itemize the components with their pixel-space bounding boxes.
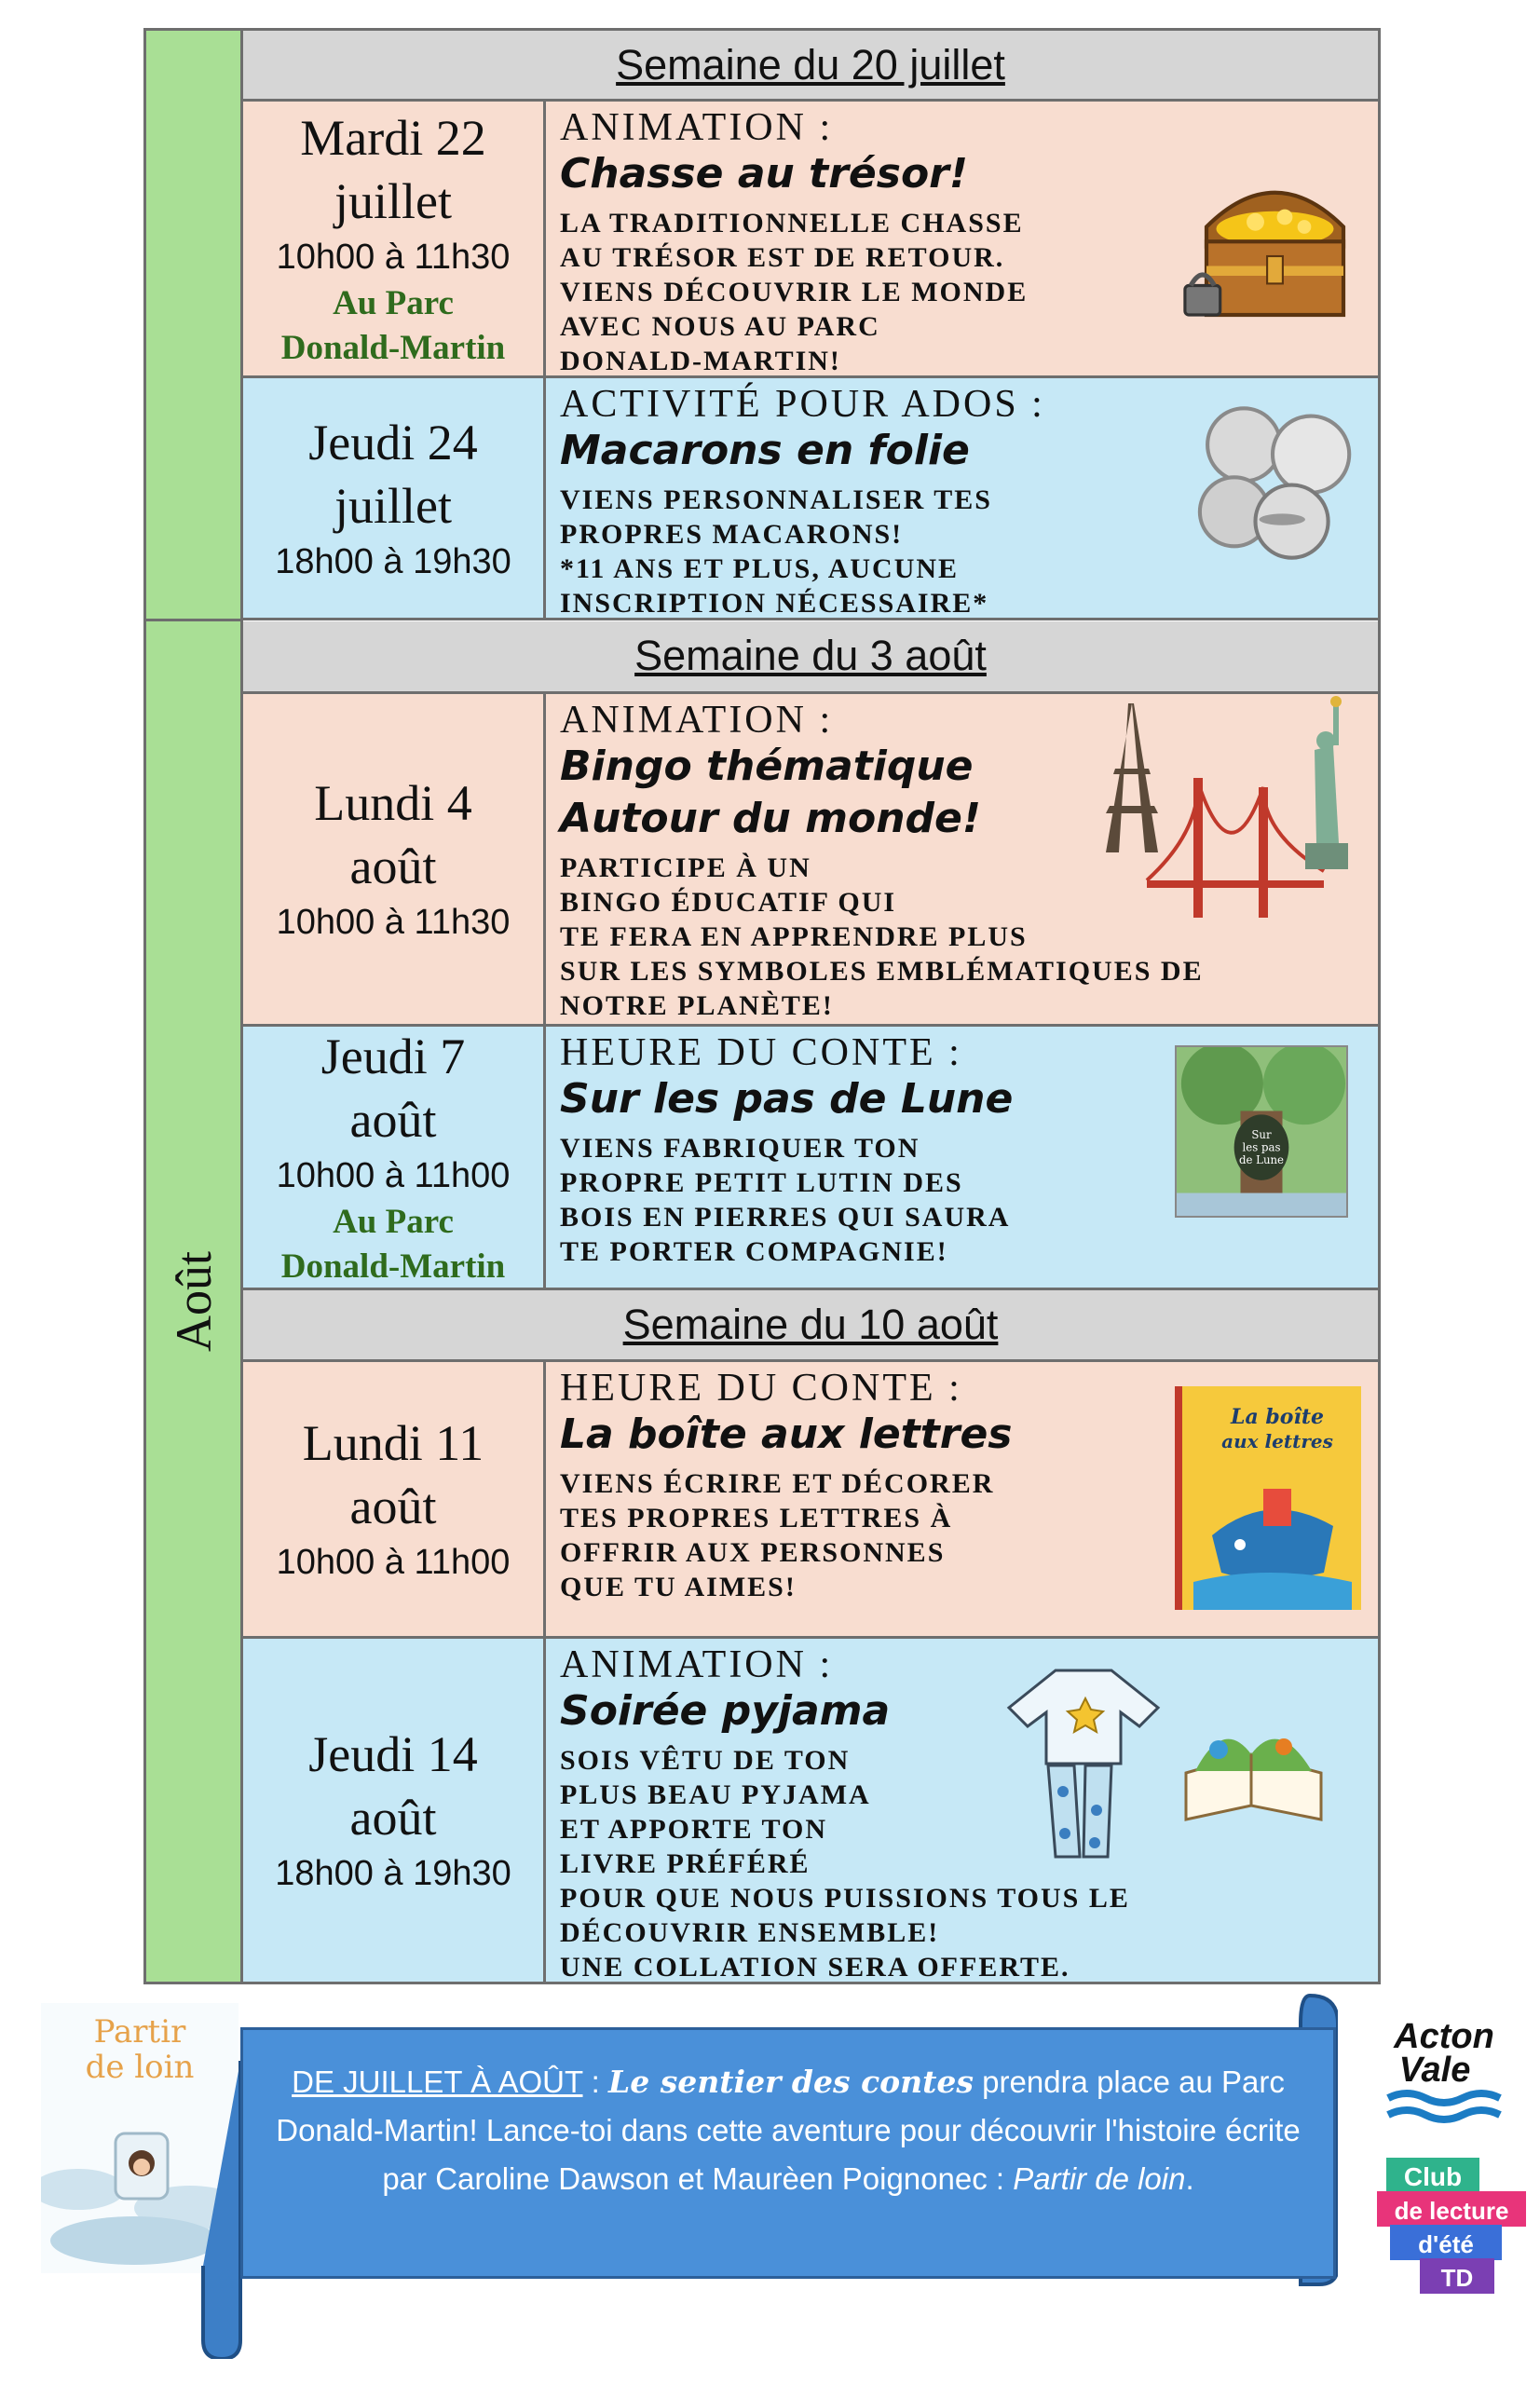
week-header: Semaine du 10 août — [243, 1290, 1378, 1362]
event-description: LA TRADITIONNELLE CHASSE AU TRÉSOR EST DE RETOUR. VIENS DÉCOUVRIR LE MONDE AVEC NOUS AU PARC DONALD-MARTIN! — [560, 208, 1029, 376]
event-month: août — [349, 1479, 437, 1534]
event-location: Au Parc — [333, 284, 454, 322]
event-day: Lundi 11 — [302, 1415, 484, 1471]
event-category: ANIMATION : — [560, 1643, 834, 1686]
event-location: Au Parc — [333, 1203, 454, 1241]
event-description: VIENS FABRIQUER TON PROPRE PETIT LUTIN DES BOIS EN PIERRES QUI SAURA TE PORTER COMPAGNIE! — [560, 1133, 1011, 1267]
month-label-august: Août — [165, 1251, 222, 1352]
event-row — [243, 378, 1378, 620]
banner-feature: Le sentier des contes — [608, 2064, 974, 2100]
event-category: ACTIVITÉ POUR ADOS : — [560, 383, 1045, 426]
schedule-table — [143, 28, 1381, 1984]
svg-text:aux lettres: aux lettres — [1221, 1430, 1333, 1452]
svg-text:Club: Club — [1403, 2162, 1463, 2191]
event-date-cell — [243, 378, 546, 618]
event-title: Sur les pas de Lune — [560, 1075, 1014, 1123]
event-location: Donald-Martin — [280, 1247, 506, 1286]
event-date-cell — [243, 1027, 546, 1288]
event-time: 18h00 à 19h30 — [275, 541, 511, 581]
month-column-august — [146, 621, 243, 1982]
event-time: 18h00 à 19h30 — [275, 1854, 511, 1893]
event-row — [243, 102, 1378, 378]
event-time: 10h00 à 11h00 — [276, 1156, 511, 1195]
book-title-line1: Partir — [93, 2013, 186, 2051]
event-date-cell — [243, 1639, 546, 1982]
event-time: 10h00 à 11h30 — [276, 903, 511, 942]
event-month: juillet — [334, 477, 452, 534]
event-day: Mardi 22 — [300, 110, 486, 166]
svg-text:de Lune: de Lune — [1238, 1153, 1285, 1167]
svg-text:La boîte: La boîte — [1231, 1405, 1324, 1429]
info-banner — [240, 2027, 1336, 2279]
event-row — [243, 694, 1378, 1027]
week-header: Semaine du 3 août — [243, 621, 1378, 694]
svg-text:Vale: Vale — [1398, 2051, 1471, 2090]
event-category: ANIMATION : — [560, 106, 834, 149]
event-title: Autour du monde! — [560, 795, 981, 842]
svg-text:TD: TD — [1440, 2264, 1474, 2292]
event-date-cell — [243, 102, 546, 375]
event-category: ANIMATION : — [560, 699, 834, 742]
svg-text:d'été: d'été — [1418, 2230, 1474, 2258]
svg-text:les pas: les pas — [1242, 1140, 1281, 1154]
book-cover-sur-les-pas-de-lune — [1175, 1045, 1348, 1218]
event-location: Donald-Martin — [280, 329, 506, 367]
pyjama-and-open-book-icon — [1000, 1661, 1335, 1866]
cover-title: Sur — [1251, 1127, 1272, 1141]
event-title: Soirée pyjama — [560, 1687, 891, 1735]
event-title: La boîte aux lettres — [560, 1411, 1013, 1458]
event-description: SOIS VÊTU DE TON PLUS BEAU PYJAMA ET APPORTE TON LIVRE PRÉFÉRÉ POUR QUE NOUS PUISSIONS TOUS LE DÉCOUVRIR ENSEMBLE! UNE COLLATION SERA OFFERTE. — [560, 1745, 1130, 1983]
event-day: Lundi 4 — [314, 775, 472, 831]
button-badges-icon — [1175, 397, 1370, 569]
month-column-july — [146, 31, 243, 621]
event-month: août — [349, 1092, 437, 1148]
event-day: Jeudi 24 — [308, 414, 478, 470]
event-row — [243, 1639, 1378, 1982]
event-time: 10h00 à 11h00 — [276, 1543, 511, 1582]
week-header: Semaine du 20 juillet — [243, 31, 1378, 102]
event-day: Jeudi 14 — [308, 1726, 478, 1782]
event-row — [243, 1027, 1378, 1290]
world-landmarks-icon — [1054, 694, 1370, 936]
event-month: août — [349, 1790, 437, 1846]
book-cover-la-boite-aux-lettres — [1175, 1386, 1361, 1610]
club-lecture-td-logo — [1368, 2150, 1532, 2309]
acton-vale-logo — [1379, 2012, 1509, 2133]
event-category: HEURE DU CONTE : — [560, 1031, 962, 1074]
event-date-cell — [243, 1362, 546, 1636]
treasure-chest-icon — [1175, 139, 1375, 334]
banner-book-title: Partir de loin — [1013, 2161, 1186, 2196]
event-description: PARTICIPE À UN BINGO ÉDUCATIF QUI TE FERA EN APPRENDRE PLUS SUR LES SYMBOLES EMBLÉMATIQUES DE NOTRE PLANÈTE! — [560, 852, 1204, 1021]
event-date-cell — [243, 694, 546, 1024]
svg-text:de lecture: de lecture — [1394, 2197, 1509, 2225]
event-title: Bingo thématique — [560, 743, 974, 790]
event-row — [243, 1362, 1378, 1639]
event-month: juillet — [334, 173, 452, 229]
event-day: Jeudi 7 — [320, 1029, 466, 1084]
book-title-line2: de loin — [85, 2049, 195, 2086]
event-category: HEURE DU CONTE : — [560, 1367, 962, 1410]
banner-lead: DE JUILLET À AOÛT — [292, 2065, 583, 2099]
event-title: Macarons en folie — [560, 427, 970, 474]
event-description: VIENS ÉCRIRE ET DÉCORER TES PROPRES LETTRES À OFFRIR AUX PERSONNES QUE TU AIMES! — [560, 1468, 995, 1602]
svg-text:Acton: Acton — [1394, 2017, 1494, 2056]
event-month: août — [349, 838, 437, 894]
event-time: 10h00 à 11h30 — [276, 238, 511, 277]
event-description: VIENS PERSONNALISER TES PROPRES MACARONS! *11 ANS ET PLUS, AUCUNE INSCRIPTION NÉCESSAIRE* — [560, 484, 992, 619]
banner-text: DE JUILLET À AOÛT : Le sentier des contes prendra place au Parc Donald-Martin! Lance-toi dans cette aventure pour découvrir l'histoire écrite par Caroline Dawson et Maurèen Poignonec : Partir de loin. — [276, 2064, 1301, 2196]
event-title: Chasse au trésor! — [560, 150, 968, 198]
